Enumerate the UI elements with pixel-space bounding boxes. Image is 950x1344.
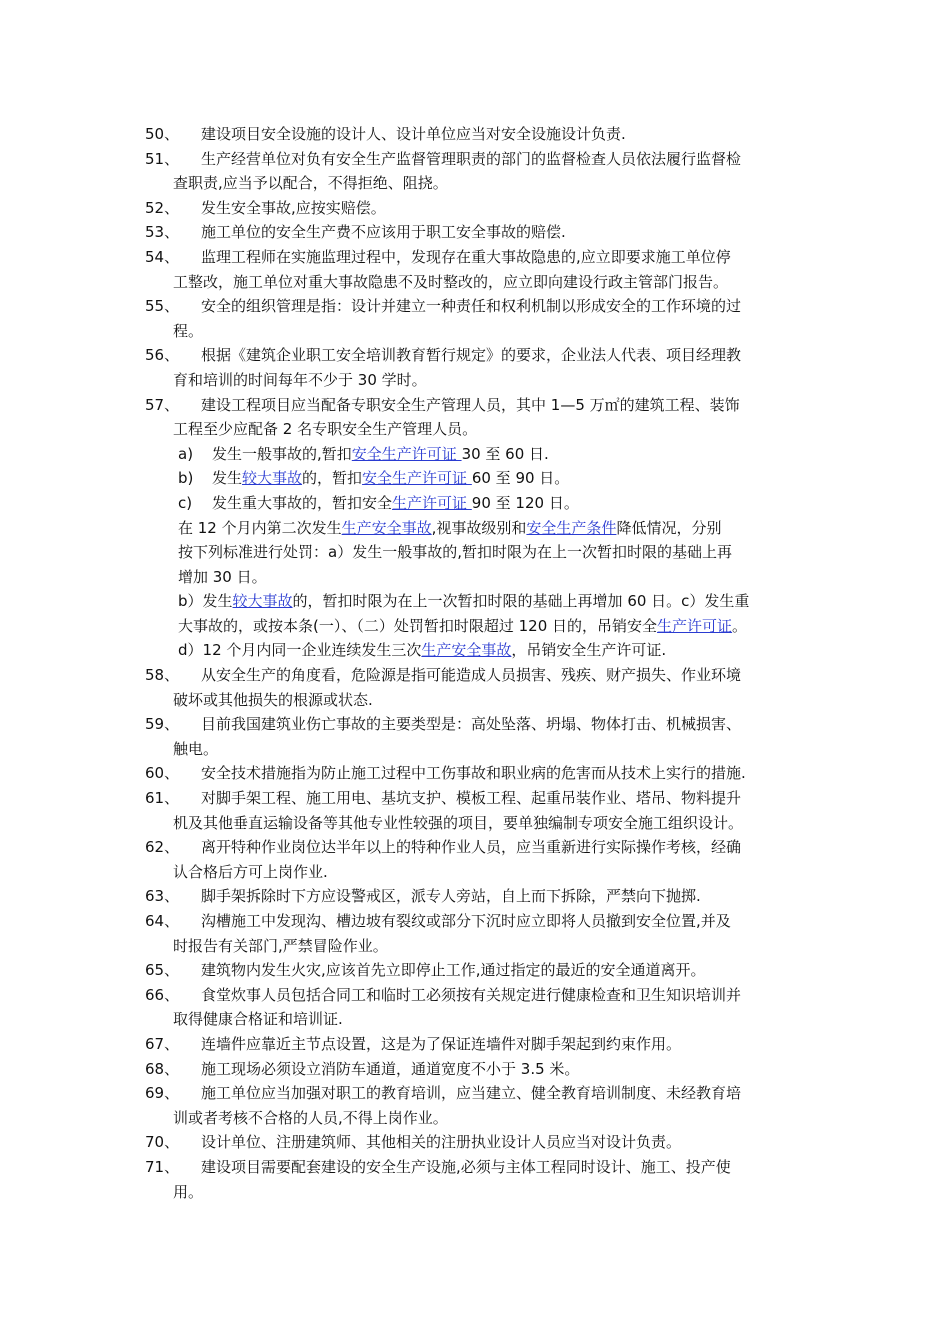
item-number: 66、 bbox=[145, 985, 180, 1004]
item-text bbox=[173, 663, 815, 712]
item-line: 根据《建筑企业职工安全培训教育暂行规定》的要求，企业法人代表、项目经理教 bbox=[201, 346, 742, 365]
sub-item bbox=[145, 491, 815, 516]
sub-item-label: b) bbox=[178, 469, 194, 488]
item-line: 训或者考核不合格的人员,不得上岗作业。 bbox=[173, 1108, 448, 1127]
item-text bbox=[201, 884, 815, 909]
sub-item-label: a) bbox=[178, 444, 194, 463]
link-major-accident[interactable]: 较大事故 bbox=[232, 592, 293, 611]
item-text bbox=[173, 393, 815, 442]
item-line: 工程至少应配备 2 名专职安全生产管理人员。 bbox=[173, 420, 478, 439]
item-line: 工整改，施工单位对重大事故隐患不及时整改的，应立即向建设行政主管部门报告。 bbox=[173, 272, 729, 291]
item-line: 施工单位的安全生产费不应该用于职工安全事故的赔偿. bbox=[201, 223, 566, 242]
list-item bbox=[145, 884, 815, 909]
item-number: 63、 bbox=[145, 887, 180, 906]
item-text bbox=[201, 1130, 815, 1155]
item-text bbox=[173, 294, 815, 343]
list-item bbox=[145, 147, 815, 196]
item-text bbox=[173, 1155, 815, 1204]
item-text bbox=[201, 196, 815, 221]
item-line: 查职责,应当予以配合，不得拒绝、阻挠。 bbox=[173, 174, 448, 193]
list-item bbox=[145, 245, 815, 294]
item-line: 连墙件应靠近主节点设置，这是为了保证连墙件对脚手架起到约束作用。 bbox=[201, 1034, 682, 1053]
item-number: 50、 bbox=[145, 125, 180, 143]
list-item bbox=[145, 663, 815, 712]
item-number: 56、 bbox=[145, 346, 180, 365]
item-number: 59、 bbox=[145, 715, 180, 734]
link-production-accident-2[interactable]: 生产安全事故 bbox=[421, 641, 512, 660]
item-number: 70、 bbox=[145, 1133, 180, 1152]
sub-item-text: 发生重大事故的，暂扣安全生产许可证 90 至 120 日。 bbox=[212, 493, 579, 512]
item-line: 施工现场必须设立消防车通道，通道宽度不小于 3.5 米。 bbox=[201, 1059, 580, 1078]
item-line: 认合格后方可上岗作业. bbox=[173, 862, 328, 881]
item-line: 建设项目安全设施的设计人、设计单位应当对安全设施设计负责. bbox=[201, 125, 626, 143]
item-number: 57、 bbox=[145, 395, 180, 414]
item-list-a bbox=[145, 122, 815, 442]
item-line: 安全技术措施指为防止施工过程中工伤事故和职业病的危害而从技术上实行的措施. bbox=[201, 764, 746, 783]
item-line: 脚手架拆除时下方应设警戒区，派专人旁站，自上而下拆除，严禁向下抛掷. bbox=[201, 887, 701, 906]
list-item bbox=[145, 712, 815, 761]
item-number: 61、 bbox=[145, 789, 180, 808]
list-item bbox=[145, 122, 815, 147]
item-text bbox=[173, 983, 815, 1032]
item-text bbox=[173, 147, 815, 196]
sub-item-link[interactable]: 生产许可证 bbox=[392, 493, 472, 512]
item-number: 62、 bbox=[145, 838, 180, 857]
sub-item-text: 发生一般事故的,暂扣安全生产许可证 30 至 60 日. bbox=[212, 444, 549, 463]
item-number: 55、 bbox=[145, 297, 180, 316]
item-line: 设计单位、注册建筑师、其他相关的注册执业设计人员应当对设计负责。 bbox=[201, 1133, 682, 1152]
item-line: 用。 bbox=[173, 1182, 204, 1201]
item-line: 安全的组织管理是指：设计并建立一种责任和权利机制以形成安全的工作环境的过 bbox=[201, 297, 742, 316]
list-item bbox=[145, 393, 815, 442]
item-line: 建筑物内发生火灾,应该首先立即停止工作,通过指定的最近的安全通道离开。 bbox=[201, 961, 706, 980]
sub-item-link[interactable]: 安全生产许可证 bbox=[362, 469, 472, 488]
item-line: 对脚手架工程、施工用电、基坑支护、模板工程、起重吊装作业、塔吊、物料提升 bbox=[201, 789, 742, 808]
list-item bbox=[145, 1032, 815, 1057]
sub-item-link[interactable]: 安全生产许可证 bbox=[351, 444, 462, 463]
link-production-license[interactable]: 生产许可证 bbox=[657, 616, 733, 635]
item-text bbox=[201, 1057, 815, 1082]
list-item bbox=[145, 220, 815, 245]
item-line: 触电。 bbox=[173, 739, 219, 758]
item-text bbox=[201, 761, 815, 786]
item-number: 68、 bbox=[145, 1059, 180, 1078]
list-item bbox=[145, 983, 815, 1032]
list-item bbox=[145, 835, 815, 884]
item-text bbox=[173, 343, 815, 392]
list-item bbox=[145, 786, 815, 835]
list-item bbox=[145, 1081, 815, 1130]
sub-item-text: 发生较大事故的，暂扣安全生产许可证 60 至 90 日。 bbox=[212, 469, 570, 488]
item-number: 51、 bbox=[145, 149, 180, 168]
list-item bbox=[145, 196, 815, 221]
item-line: 监理工程师在实施监理过程中，发现存在重大事故隐患的,应立即要求施工单位停 bbox=[201, 247, 731, 266]
item-line: 时报告有关部门,严禁冒险作业。 bbox=[173, 936, 388, 955]
item-number: 69、 bbox=[145, 1084, 180, 1103]
sub-item-label: c) bbox=[178, 493, 193, 512]
list-item bbox=[145, 1057, 815, 1082]
list-item bbox=[145, 909, 815, 958]
item-number: 54、 bbox=[145, 247, 180, 266]
sub-item-list bbox=[145, 442, 815, 516]
item-number: 53、 bbox=[145, 223, 180, 242]
item-number: 71、 bbox=[145, 1157, 180, 1176]
sub-item bbox=[145, 442, 815, 467]
item-line: 从安全生产的角度看，危险源是指可能造成人员损害、残疾、财产损失、作业环境 bbox=[201, 666, 742, 685]
list-item bbox=[145, 343, 815, 392]
item-list-b bbox=[145, 663, 815, 1204]
item-line: 发生安全事故,应按实赔偿。 bbox=[201, 198, 386, 217]
link-production-accident[interactable]: 生产安全事故 bbox=[341, 518, 432, 537]
item-number: 67、 bbox=[145, 1034, 180, 1053]
item-line: 建设项目需要配套建设的安全生产设施,必须与主体工程同时设计、施工、投产使 bbox=[201, 1157, 731, 1176]
list-item bbox=[145, 1130, 815, 1155]
item-number: 60、 bbox=[145, 764, 180, 783]
list-item bbox=[145, 958, 815, 983]
item-line: 取得健康合格证和培训证. bbox=[173, 1010, 343, 1029]
item-line: 沟槽施工中发现沟、槽边坡有裂纹或部分下沉时应立即将人员撤到安全位置,并及 bbox=[201, 912, 731, 930]
item-number: 65、 bbox=[145, 961, 180, 980]
item-text bbox=[173, 786, 815, 835]
item-line: 育和培训的时间每年不少于 30 学时。 bbox=[173, 370, 427, 389]
penalty-paragraph-2: b）发生较大事故的，暂扣时限为在上一次暂扣时限的基础上再增加 60 日。c）发生重 大事故的，或按本条(一）、（二）处罚暂扣时限超过 120 日的，吊销安全生产许可证。 bbox=[178, 592, 750, 635]
sub-item bbox=[145, 466, 815, 491]
item-line: 施工单位应当加强对职工的教育培训，应当建立、健全教育培训制度、未经教育培 bbox=[201, 1084, 742, 1103]
list-item bbox=[145, 1155, 815, 1204]
document-content bbox=[145, 122, 815, 1204]
item-line: 生产经营单位对负有安全生产监督管理职责的部门的监督检查人员依法履行监督检 bbox=[201, 149, 742, 168]
item-number: 58、 bbox=[145, 666, 180, 685]
item-number: 52、 bbox=[145, 198, 180, 217]
item-line: 程。 bbox=[173, 321, 204, 340]
item-line: 机及其他垂直运输设备等其他专业性较强的项目，要单独编制专项安全施工组织设计。 bbox=[173, 813, 744, 832]
sub-item-link[interactable]: 较大事故 bbox=[242, 469, 303, 488]
list-item bbox=[145, 294, 815, 343]
penalty-paragraph-3: d）12 个月内同一企业连续发生三次生产安全事故，吊销安全生产许可证. bbox=[178, 641, 667, 660]
item-line: 食堂炊事人员包括合同工和临时工必须按有关规定进行健康检查和卫生知识培训并 bbox=[201, 985, 742, 1004]
list-item bbox=[145, 761, 815, 786]
item-text bbox=[173, 712, 815, 761]
item-number: 64、 bbox=[145, 912, 180, 930]
item-text bbox=[173, 1081, 815, 1130]
item-line: 破坏或其他损失的根源或状态. bbox=[173, 690, 373, 709]
link-safety-conditions[interactable]: 安全生产条件 bbox=[526, 518, 617, 537]
item-text bbox=[201, 220, 815, 245]
item-text bbox=[201, 122, 815, 147]
item-text bbox=[173, 245, 815, 294]
item-line: 目前我国建筑业伤亡事故的主要类型是：高处坠落、坍塌、物体打击、机械损害、 bbox=[201, 715, 742, 734]
item-text bbox=[173, 909, 815, 958]
penalty-paragraph-1: 在 12 个月内第二次发生生产安全事故,视事故级别和安全生产条件降低情况，分别 按下列标准进行处罚：a）发生一般事故的,暂扣时限为在上一次暂扣时限的基础上再 增加 30 日。 bbox=[178, 518, 732, 586]
item-line: 建设工程项目应当配备专职安全生产管理人员，其中 1—5 万㎡的建筑工程、装饰 bbox=[201, 395, 740, 414]
item-text bbox=[173, 835, 815, 884]
item-text bbox=[201, 958, 815, 983]
item-text bbox=[201, 1032, 815, 1057]
item-line: 离开特种作业岗位达半年以上的特种作业人员，应当重新进行实际操作考核，经确 bbox=[201, 838, 742, 857]
